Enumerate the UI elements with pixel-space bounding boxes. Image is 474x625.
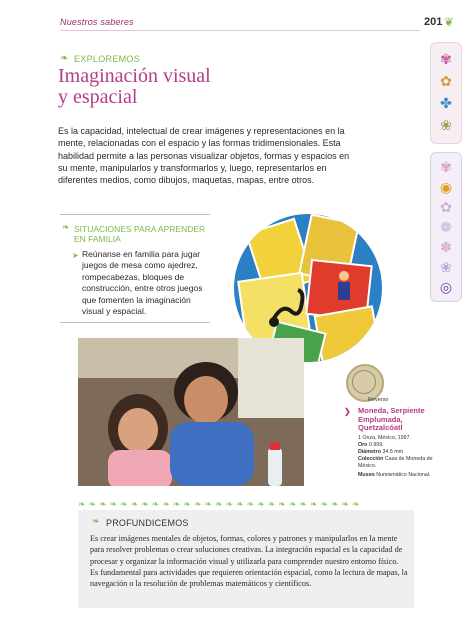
page-title: [58, 66, 358, 108]
bullet-icon: ➤: [72, 251, 79, 260]
coin-info-line: [358, 449, 440, 456]
figure-icon: [326, 268, 362, 308]
knot-icon: ✤: [440, 95, 452, 111]
spiral-icon: ◎: [439, 279, 453, 295]
coin-relief: [352, 370, 376, 394]
family-photo: [78, 338, 304, 486]
scorpion-icon: [262, 282, 312, 332]
vine-icon: ❧: [60, 53, 69, 64]
spiral-icon: ◉: [439, 179, 453, 195]
flower-icon: ✿: [440, 73, 452, 89]
family-title: SITUACIONES PARA APRENDER EN FAMILIA: [74, 224, 206, 244]
coin-museo-value: Numismático Nacional.: [376, 472, 431, 478]
coin-side-label: Reverso: [368, 397, 389, 403]
side-strip-bottom: [430, 152, 462, 302]
flower-icon: ❀: [440, 259, 452, 275]
coin-diametro-label: Diámetro: [358, 449, 381, 455]
photo-illustration: [78, 338, 304, 486]
title-line-2: y espacial: [58, 86, 138, 108]
header-rule: [60, 30, 420, 31]
flower-icon: ✽: [440, 239, 452, 255]
flower-icon: ❁: [440, 219, 452, 235]
profundicemos-text: Es crear imágenes mentales de objetos, formas, colores y patrones y manipularlos en la mente para resolver problemas o crear soluciones creativas. La integración espacial es la capacidad de procesar y organizar la información visual y utilizarla para comprender nuestro entorno físico. Es fundamental para actividades que requieren orientación espacial, como la lectura de mapas, la navegación o la resolución de problemas matemáticos y científicos.: [90, 534, 408, 589]
side-strip-top: [430, 42, 462, 144]
page-number: 201: [424, 16, 443, 28]
vine-icon: ❧: [62, 222, 70, 232]
coin-info-line: [358, 456, 440, 470]
coin-title: Moneda, Serpiente Emplumada, Quetzalcóatl: [358, 406, 425, 433]
divider: [60, 214, 210, 215]
explore-label: EXPLOREMOS: [74, 54, 141, 64]
profundicemos-title: PROFUNDICEMOS: [106, 518, 189, 528]
coin-museo-label: Museo: [358, 472, 375, 478]
divider: [60, 322, 210, 323]
coin-diametro-value: 34.5 mm: [382, 449, 404, 455]
family-text: Reúnanse en familia para jugar juegos de mesa como ajedrez, rompecabezas, bloques de construcción, entre otros juegos que fomenten la imaginación visual y espacial.: [82, 249, 203, 317]
coin-info-line: [358, 435, 440, 442]
decorative-border: ❧❧❧❧❧❧❧❧❧❧❧❧❧❧❧❧❧❧❧❧❧❧❧❧❧❧❧: [78, 499, 363, 509]
flower-icon: ✿: [440, 199, 452, 215]
intro-paragraph: Es la capacidad, intelectual de crear imágenes y representaciones en la mente, relacionadas con el espacio y las formas tridimensionales. Esta habilidad permite a las personas visualizar objetos, formas y espacios en su mente, manipularlos y transformarlos y, luego, representarlos en diferentes medios, como dibujos, maquetas, mapas, entre otros.: [58, 126, 350, 186]
coin-info-line: [358, 442, 440, 449]
vine-icon: ❧: [92, 516, 100, 526]
flower-icon: ❀: [440, 117, 452, 133]
coin-origin: 1 Onza, México, 1997.: [358, 435, 411, 441]
chevron-right-icon: ❯: [344, 407, 351, 416]
flower-icon: ✾: [440, 51, 452, 67]
coin-coleccion-label: Colección: [358, 456, 384, 462]
coin-coleccion-value: Casa de Moneda de México.: [358, 456, 433, 469]
section-label: Nuestros saberes: [60, 17, 134, 27]
leaf-icon: ❦: [444, 15, 455, 29]
coin-oro-label: Oro: [358, 442, 368, 448]
title-line-1: Imaginación visual: [58, 65, 211, 87]
coin-info-line: [358, 472, 440, 479]
coin-oro-value: 0.999.: [368, 442, 384, 448]
flower-icon: ✾: [440, 159, 452, 175]
